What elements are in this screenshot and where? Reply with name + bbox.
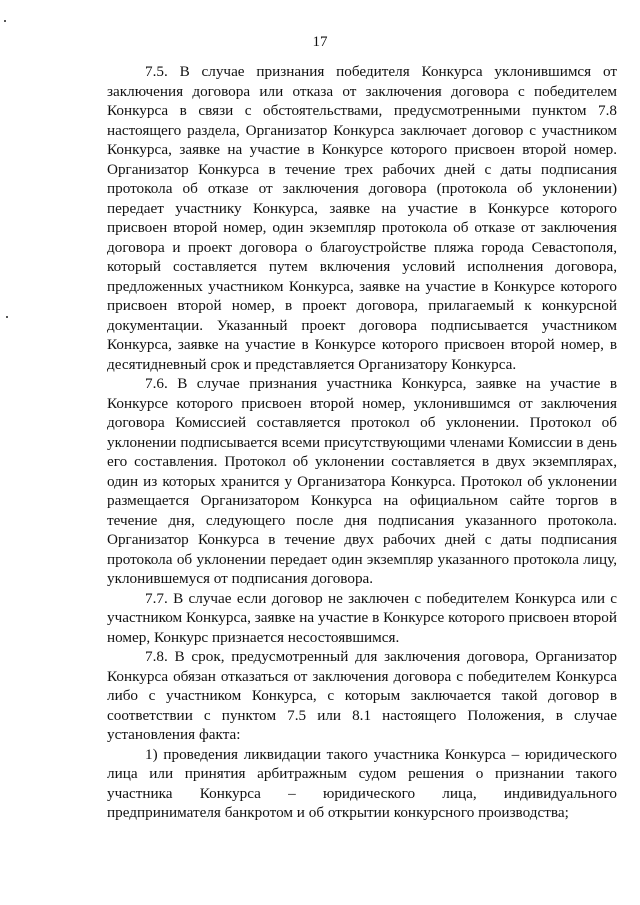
scan-dot-mark (4, 20, 6, 22)
paragraph-7-8-item-1: 1) проведения ликвидации такого участника Конкурса – юридического лица или принятия арбитражным судом решения о признании такого участника Конкурса – юридического лица, индивидуального предпринимателя банкротом и об открытии конкурсного производства; (107, 745, 617, 821)
paragraph-7-7: 7.7. В случае если договор не заключен с победителем Конкурса или с участником Конкурса, заявке на участие в Конкурсе которого присвоен второй номер, Конкурс признается несостоявшимся. (107, 589, 617, 646)
document-body (107, 62, 617, 823)
page-number: 17 (312, 34, 328, 50)
paragraph-7-8: 7.8. В срок, предусмотренный для заключения договора, Организатор Конкурса обязан отказаться от заключения договора с победителем Конкурса либо с участником Конкурса, с которым заключается такой договор в соответствии с пунктом 7.5 или 8.1 настоящего Положения, в случае установления факта: (107, 648, 617, 743)
paragraph-7-5: 7.5. В случае признания победителя Конкурса уклонившимся от заключения договора или отказа от заключения договора с победителем Конкурса в связи с обстоятельствами, предусмотренными пунктом 7.8 настоящего раздела, Организатор Конкурса заключает договор с участником Конкурса, заявке на участие в Конкурсе которого присвоен второй номер. Организатор Конкурса в течение трех рабочих дней с даты подписания протокола об отказе от заключения договора (протокола об уклонении) передает участнику Конкурса, заявке на участие в Конкурсе которого присвоен второй номер, один экземпляр протокола об отказе от заключения договора и проект договора о благоустройстве пляжа города Севастополя, который составляется путем включения условий исполнения договора, предложенных участником Конкурса, заявке на участие в Конкурсе которого присвоен второй номер, в проект договора, прилагаемый к конкурсной документации. Указанный проект договора подписывается участником Конкурса, заявке на участие в Конкурсе которого присвоен второй номер, в десятидневный срок и представляется Организатору Конкурса. (107, 63, 617, 373)
paragraph-7-6: 7.6. В случае признания участника Конкурса, заявке на участие в Конкурсе которого присвоен второй номер, уклонившимся от заключения договора Комиссией составляется протокол об уклонении. Протокол об уклонении подписывается всеми присутствующими членами Комиссии в день его составления. Протокол об уклонении составляется в двух экземплярах, один из которых хранится у Организатора Конкурса. Протокол об уклонении размещается Организатором Конкурса на официальном сайте торгов в течение дня, следующего после дня подписания указанного протокола. Организатор Конкурса в течение двух рабочих дней с даты подписания протокола об уклонении передает один экземпляр указанного протокола лицу, уклонившемуся от подписания договора. (107, 375, 617, 587)
scan-dot-mark (6, 316, 8, 318)
